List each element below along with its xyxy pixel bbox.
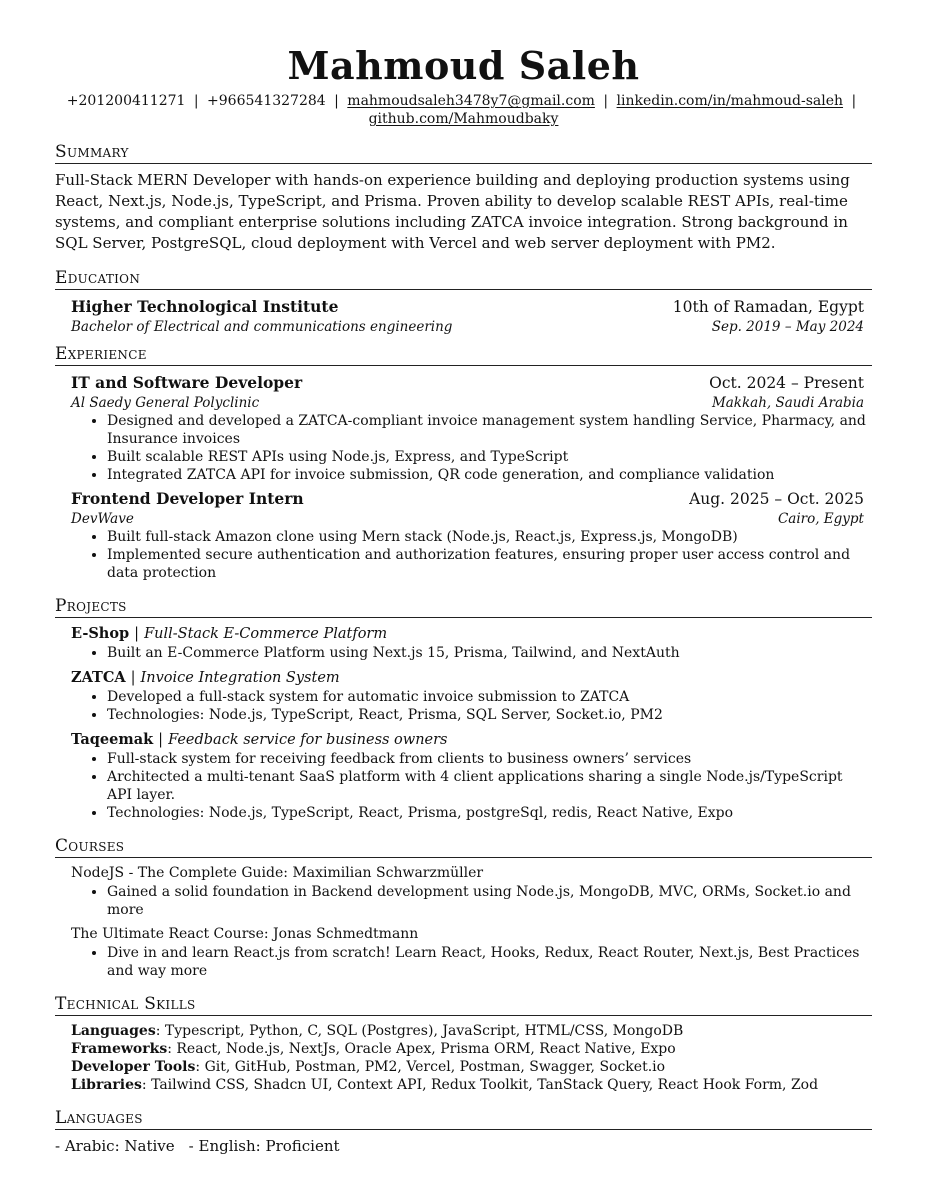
bullet-item: • Dive in and learn React.js from scratch! Learn React, Hooks, Redux, React Router, Next.js, Best Practices and way more: [107, 944, 872, 980]
separator: |: [851, 93, 857, 109]
skill-row: Developer Tools: Git, GitHub, Postman, PM2, Vercel, Postman, Swagger, Socket.io: [71, 1059, 666, 1075]
course-bullets: [71, 944, 872, 980]
separator: |: [130, 670, 136, 686]
job-location: Makkah, Saudi Arabia: [711, 395, 864, 411]
bullet-item: • Full-stack system for receiving feedback from clients to business owners’ services: [107, 750, 872, 768]
project-name: ZATCA: [71, 669, 126, 686]
skill-value: Git, GitHub, Postman, PM2, Vercel, Postman, Swagger, Socket.io: [204, 1059, 666, 1075]
separator: |: [603, 93, 609, 109]
company-name: Al Saedy General Polyclinic: [71, 395, 260, 411]
course-title: NodeJS - The Complete Guide: Maximilian Schwarzmüller: [71, 865, 484, 881]
project-entry: [71, 624, 864, 644]
job-dates: Aug. 2025 – Oct. 2025: [689, 490, 864, 508]
skill-row: Libraries: Tailwind CSS, Shadcn UI, Context API, Redux Toolkit, TanStack Query, React Hook Form, Zod: [71, 1077, 819, 1093]
skills-list: [71, 1022, 872, 1094]
project-description: Invoice Integration System: [140, 670, 340, 686]
project-description: Feedback service for business owners: [168, 732, 448, 748]
skill-value: Tailwind CSS, Shadcn UI, Context API, Redux Toolkit, TanStack Query, React Hook Form, Zod: [151, 1077, 819, 1093]
section-heading-summary: Summary: [55, 142, 872, 164]
section-heading-languages: Languages: [55, 1108, 872, 1130]
course-entry: [71, 925, 864, 944]
job-title: Frontend Developer Intern: [71, 489, 304, 508]
separator: |: [334, 93, 339, 109]
project-description: Full-Stack E-Commerce Platform: [144, 626, 388, 642]
company-name: DevWave: [71, 511, 134, 527]
bullet-item: • Built scalable REST APIs using Node.js, Express, and TypeScript: [107, 448, 872, 466]
language-item: - Arabic: Native: [55, 1137, 175, 1155]
bullet-item: • Built full-stack Amazon clone using Mern stack (Node.js, React.js, Express.js, MongoDB): [107, 528, 872, 546]
languages-list: [55, 1136, 872, 1156]
project-name: E-Shop: [71, 625, 130, 642]
bullet-item: • Developed a full-stack system for automatic invoice submission to ZATCA: [107, 688, 872, 706]
section-heading-education: Education: [55, 268, 872, 290]
skill-label: Libraries: [71, 1077, 142, 1093]
skill-label: Languages: [71, 1023, 156, 1039]
linkedin-link[interactable]: linkedin.com/in/mahmoud-saleh: [616, 93, 844, 109]
skill-row: Frameworks: React, Node.js, NextJs, Oracle Apex, Prisma ORM, React Native, Expo: [71, 1041, 676, 1057]
experience-bullets: [71, 528, 872, 582]
project-bullets: [71, 688, 872, 724]
skill-row: Languages: Typescript, Python, C, SQL (Postgres), JavaScript, HTML/CSS, MongoDB: [71, 1023, 684, 1039]
separator: |: [134, 626, 140, 642]
resume-page: [55, 42, 872, 1156]
language-item: - English: Proficient: [188, 1137, 340, 1155]
contact-line: [55, 92, 872, 128]
github-link[interactable]: github.com/Mahmoudbaky: [368, 111, 559, 127]
course-entry: [71, 864, 864, 883]
skill-value: Typescript, Python, C, SQL (Postgres), JavaScript, HTML/CSS, MongoDB: [164, 1023, 684, 1039]
section-heading-experience: Experience: [55, 344, 872, 366]
candidate-name: Mahmoud Saleh: [287, 43, 640, 88]
project-bullets: [71, 750, 872, 822]
separator: |: [193, 93, 199, 109]
school-name: Higher Technological Institute: [71, 297, 339, 316]
separator: |: [158, 732, 164, 748]
section-heading-skills: Technical Skills: [55, 994, 872, 1016]
section-heading-projects: Projects: [55, 596, 872, 618]
skill-value: React, Node.js, NextJs, Oracle Apex, Prisma ORM, React Native, Expo: [176, 1041, 676, 1057]
experience-entry: [71, 488, 864, 528]
job-dates: Oct. 2024 – Present: [709, 374, 864, 392]
project-bullets: [71, 644, 872, 662]
bullet-item: • Designed and developed a ZATCA-compliant invoice management system handling Service, Pharmacy, and Insurance invoices: [107, 412, 872, 448]
course-bullets: [71, 883, 872, 919]
phone-primary: +201200411271: [66, 93, 186, 109]
section-heading-courses: Courses: [55, 836, 872, 858]
bullet-item: • Architected a multi-tenant SaaS platform with 4 client applications sharing a single Node.js/TypeScript API layer.: [107, 768, 872, 804]
skill-label: Developer Tools: [71, 1059, 196, 1075]
job-location: Cairo, Egypt: [777, 511, 864, 527]
skill-label: Frameworks: [71, 1041, 168, 1057]
bullet-item: • Implemented secure authentication and authorization features, ensuring proper user access control and data protection: [107, 546, 872, 582]
degree: Bachelor of Electrical and communications engineering: [71, 319, 453, 335]
project-entry: [71, 730, 864, 750]
bullet-item: • Integrated ZATCA API for invoice submission, QR code generation, and compliance validation: [107, 466, 872, 484]
bullet-item: • Technologies: Node.js, TypeScript, React, Prisma, postgreSql, redis, React Native, Expo: [107, 804, 872, 822]
phone-secondary: +966541327284: [207, 93, 326, 109]
bullet-item: • Technologies: Node.js, TypeScript, React, Prisma, SQL Server, Socket.io, PM2: [107, 706, 872, 724]
bullet-item: • Built an E-Commerce Platform using Next.js 15, Prisma, Tailwind, and NextAuth: [107, 644, 872, 662]
education-entry: [71, 296, 864, 336]
project-name: Taqeemak: [71, 731, 154, 748]
bullet-item: • Gained a solid foundation in Backend development using Node.js, MongoDB, MVC, ORMs, Socket.io and more: [107, 883, 872, 919]
email-link[interactable]: mahmoudsaleh3478y7@gmail.com: [347, 93, 595, 109]
course-title: The Ultimate React Course: Jonas Schmedtmann: [71, 926, 419, 942]
education-dates: Sep. 2019 – May 2024: [711, 319, 864, 335]
school-location: 10th of Ramadan, Egypt: [672, 298, 864, 316]
experience-entry: [71, 372, 864, 412]
project-entry: [71, 668, 864, 688]
job-title: IT and Software Developer: [71, 373, 303, 392]
summary-text: Full-Stack MERN Developer with hands-on experience building and deploying production systems using React, Next.js, Node.js, TypeScript, and Prisma. Proven ability to develop scalable REST APIs, real-time systems, and compliant enterprise solutions including ZATCA invoice integration. Strong background in SQL Server, PostgreSQL, cloud deployment with Vercel and web server deployment with PM2.: [55, 171, 850, 252]
experience-bullets: [71, 412, 872, 484]
